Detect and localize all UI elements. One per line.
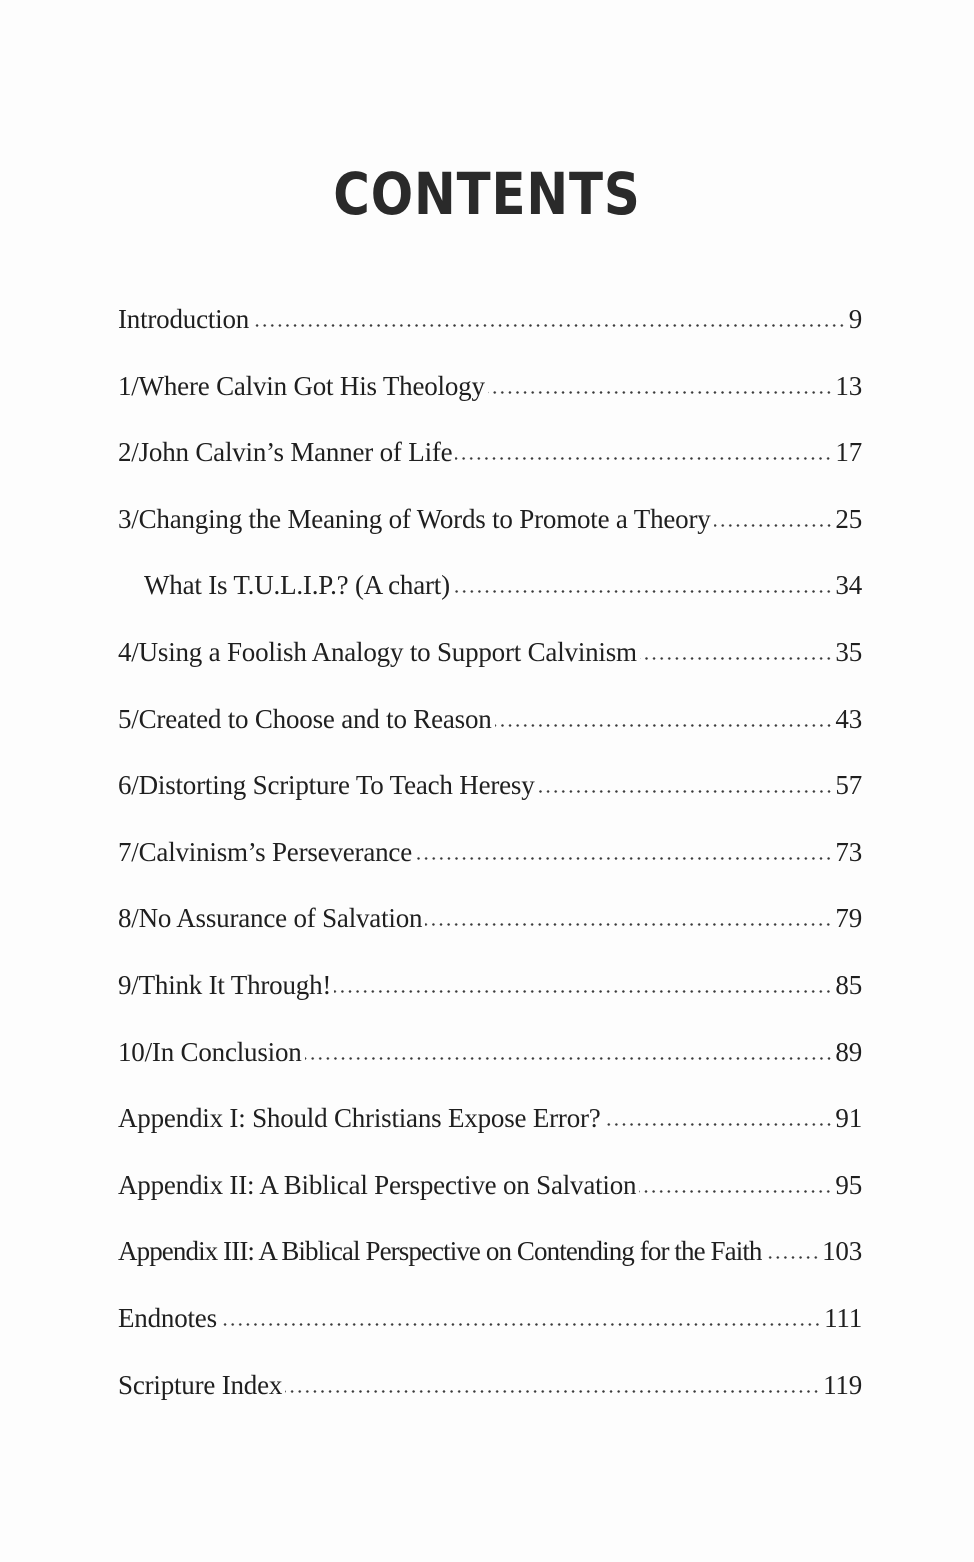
toc-entry-label: Appendix I: Should Christians Expose Error? [118, 1103, 601, 1134]
dot-leader [538, 790, 833, 793]
dot-leader [604, 1123, 833, 1126]
dot-leader [714, 524, 833, 527]
dot-leader [639, 1190, 832, 1193]
toc-entry-tulip-chart[interactable] [118, 570, 862, 637]
dot-leader [334, 990, 832, 993]
toc-entry-page: 91 [835, 1103, 862, 1134]
toc-entry-appendix-2[interactable] [118, 1170, 862, 1237]
toc-entry-chapter-10[interactable] [118, 1037, 862, 1104]
toc-entry-page: 89 [835, 1036, 862, 1067]
toc-entry-appendix-1[interactable] [118, 1103, 862, 1170]
dot-leader [285, 1390, 820, 1393]
dot-leader [305, 1057, 833, 1060]
toc-entry-label: 2/John Calvin’s Manner of Life [118, 437, 453, 468]
toc-entry-page: 103 [822, 1236, 862, 1267]
toc-entry-page: 85 [835, 969, 862, 1000]
toc-entry-page: 25 [835, 503, 862, 534]
toc-entry-page: 34 [835, 570, 862, 601]
toc-entry-page: 73 [835, 836, 862, 867]
toc-entry-chapter-3[interactable] [118, 504, 862, 571]
toc-entry-page: 35 [835, 636, 862, 667]
dot-leader [425, 923, 832, 926]
toc-entry-chapter-8[interactable] [118, 903, 862, 970]
toc-entry-label: 7/Calvinism’s Perseverance [118, 836, 412, 867]
toc-entry-page: 95 [835, 1169, 862, 1200]
toc-entry-label: 9/Think It Through! [118, 969, 332, 1000]
toc-entry-label: 5/Created to Choose and to Reason [118, 703, 492, 734]
dot-leader [495, 724, 833, 727]
table-of-contents [118, 304, 862, 1436]
toc-entry-scripture-index[interactable] [118, 1370, 862, 1437]
toc-entry-label: Introduction [118, 304, 250, 334]
toc-entry-chapter-4[interactable] [118, 637, 862, 704]
toc-entry-label: 8/No Assurance of Salvation [118, 903, 423, 934]
dot-leader [488, 391, 833, 394]
toc-entry-chapter-2[interactable] [118, 437, 862, 504]
toc-entry-chapter-7[interactable] [118, 837, 862, 904]
toc-entry-page: 13 [835, 370, 862, 401]
toc-entry-page: 79 [835, 903, 862, 934]
dot-leader [252, 324, 846, 327]
toc-entry-appendix-3[interactable] [118, 1236, 862, 1303]
toc-entry-page: 57 [835, 770, 862, 801]
toc-entry-label: Appendix III: A Biblical Perspective on Contending for the Faith [118, 1236, 762, 1267]
toc-entry-endnotes[interactable] [118, 1303, 862, 1370]
dot-leader [220, 1323, 821, 1326]
toc-entry-chapter-5[interactable] [118, 704, 862, 771]
toc-entry-page: 119 [823, 1369, 862, 1400]
toc-entry-label: 1/Where Calvin Got His Theology [118, 370, 485, 401]
toc-entry-introduction[interactable] [118, 304, 862, 371]
toc-entry-label: 10/In Conclusion [118, 1036, 302, 1067]
toc-entry-page: 43 [835, 703, 862, 734]
toc-entry-label: What Is T.U.L.I.P.? (A chart) [144, 570, 450, 601]
toc-entry-label: Endnotes [118, 1302, 217, 1333]
toc-entry-label: 6/Distorting Scripture To Teach Heresy [118, 770, 535, 801]
toc-entry-page: 17 [835, 437, 862, 468]
toc-entry-chapter-6[interactable] [118, 770, 862, 837]
toc-entry-chapter-1[interactable] [118, 371, 862, 438]
toc-entry-label: 3/Changing the Meaning of Words to Promote a Theory [118, 503, 711, 534]
toc-entry-chapter-9[interactable] [118, 970, 862, 1037]
page-title: CONTENTS [333, 160, 641, 228]
dot-leader [453, 590, 833, 593]
toc-entry-page: 9 [848, 304, 862, 334]
toc-entry-label: Appendix II: A Biblical Perspective on Salvation [118, 1169, 637, 1200]
toc-entry-page: 111 [824, 1302, 862, 1333]
toc-entry-label: Scripture Index [118, 1369, 283, 1400]
dot-leader [640, 657, 833, 660]
toc-entry-label: 4/Using a Foolish Analogy to Support Calvinism [118, 636, 637, 667]
dot-leader [415, 857, 832, 860]
dot-leader [455, 457, 832, 460]
dot-leader [765, 1256, 820, 1259]
